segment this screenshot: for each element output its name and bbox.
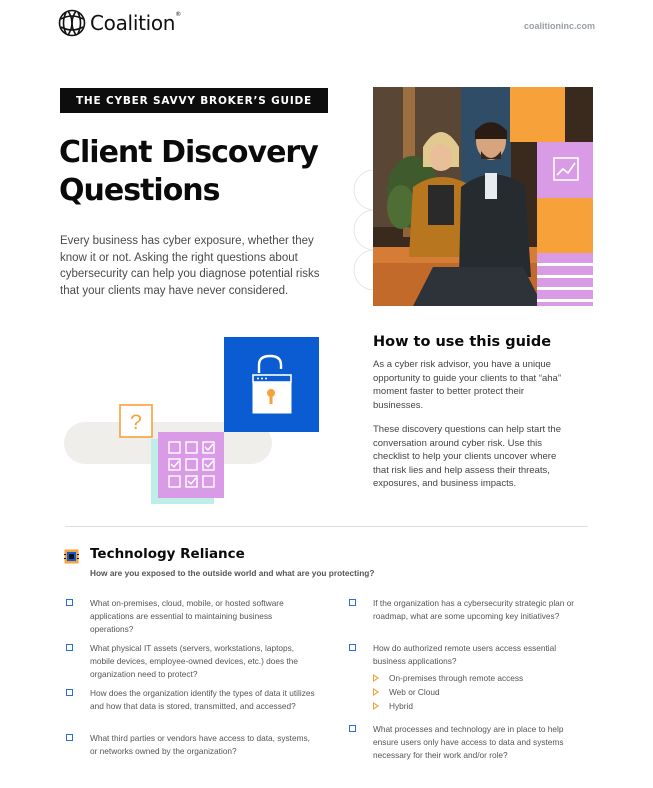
broker-client-photo <box>373 87 593 306</box>
registered-mark: ® <box>175 11 181 18</box>
triangle-bullet-icon <box>373 674 379 682</box>
remote-option <box>389 701 413 711</box>
question-item <box>90 642 315 680</box>
question-glyph: ? <box>130 411 142 434</box>
question-item <box>373 642 588 668</box>
question-text: How do authorized remote users access essential business applications? <box>373 643 557 666</box>
question-item <box>373 597 588 623</box>
howto-paragraph-1: As a cyber risk advisor, you have a unique opportunity to guide your clients to that “aha” moment faster to better protect their businesses. <box>373 359 562 411</box>
checkbox[interactable] <box>66 689 73 696</box>
checkbox[interactable] <box>349 644 356 651</box>
remote-option-label: Hybrid <box>389 701 413 711</box>
remote-option <box>389 673 523 683</box>
security-illustration <box>60 335 330 510</box>
question-item <box>90 732 315 758</box>
checkbox[interactable] <box>349 599 356 606</box>
section-title: Technology Reliance <box>90 546 245 562</box>
remote-option-label: Web or Cloud <box>389 687 440 697</box>
howto-paragraph-2: These discovery questions can help start the conversation around cyber risk. Use this checklist to help your clients uncover where that risk lies and help assess their threats, exposures, and business impacts. <box>373 424 561 489</box>
section-subtitle: How are you exposed to the outside world and what are you protecting? <box>90 568 375 578</box>
question-text: How does the organization identify the types of data it utilizes and how that data is stored, transmitted, and accessed? <box>90 688 315 711</box>
question-text: What on-premises, cloud, mobile, or hosted software applications are essential to maintaining business operations? <box>90 598 284 634</box>
coalition-globe-logo-icon <box>58 9 86 37</box>
question-text: What processes and technology are in place to help ensure users only have access to data and systems necessary for their work and/or role? <box>373 724 564 760</box>
remote-option-label: On-premises through remote access <box>389 673 524 683</box>
brand-name: Coalition® <box>90 11 181 35</box>
question-item <box>90 687 315 713</box>
section-divider <box>65 526 588 527</box>
coalition-logo[interactable] <box>58 9 181 37</box>
howto-title: How to use this guide <box>373 334 552 350</box>
intro-paragraph: Every business has cyber exposure, whether they know it or not. Asking the right questions about cybersecurity can help you diagnose potential risks that your clients may have never considered. <box>60 235 320 297</box>
question-item <box>373 723 588 761</box>
page-title-line-2: Questions <box>59 173 220 208</box>
guide-banner: THE CYBER SAVVY BROKER’S GUIDE <box>60 88 328 113</box>
triangle-bullet-icon <box>373 702 379 710</box>
circuit-chip-icon <box>64 549 79 564</box>
checkbox[interactable] <box>66 599 73 606</box>
checkbox[interactable] <box>66 644 73 651</box>
site-url[interactable]: coalitioninc.com <box>523 21 595 31</box>
question-text: What physical IT assets (servers, workstations, laptops, mobile devices, employee-owned devices, etc.) does the organization need to protect? <box>90 643 298 679</box>
question-mark-icon <box>120 405 152 437</box>
page-title-line-1: Client Discovery <box>59 135 318 170</box>
triangle-bullet-icon <box>373 688 379 696</box>
checkbox[interactable] <box>66 734 73 741</box>
remote-option <box>389 687 440 697</box>
question-text: What third parties or vendors have access to data, systems, or networks owned by the organization? <box>90 733 310 756</box>
question-text: If the organization has a cybersecurity strategic plan or roadmap, what are some upcoming key initiatives? <box>373 598 575 621</box>
page-title <box>59 134 359 210</box>
question-item <box>90 597 315 635</box>
checkbox[interactable] <box>349 725 356 732</box>
decorative-circles <box>350 170 374 290</box>
